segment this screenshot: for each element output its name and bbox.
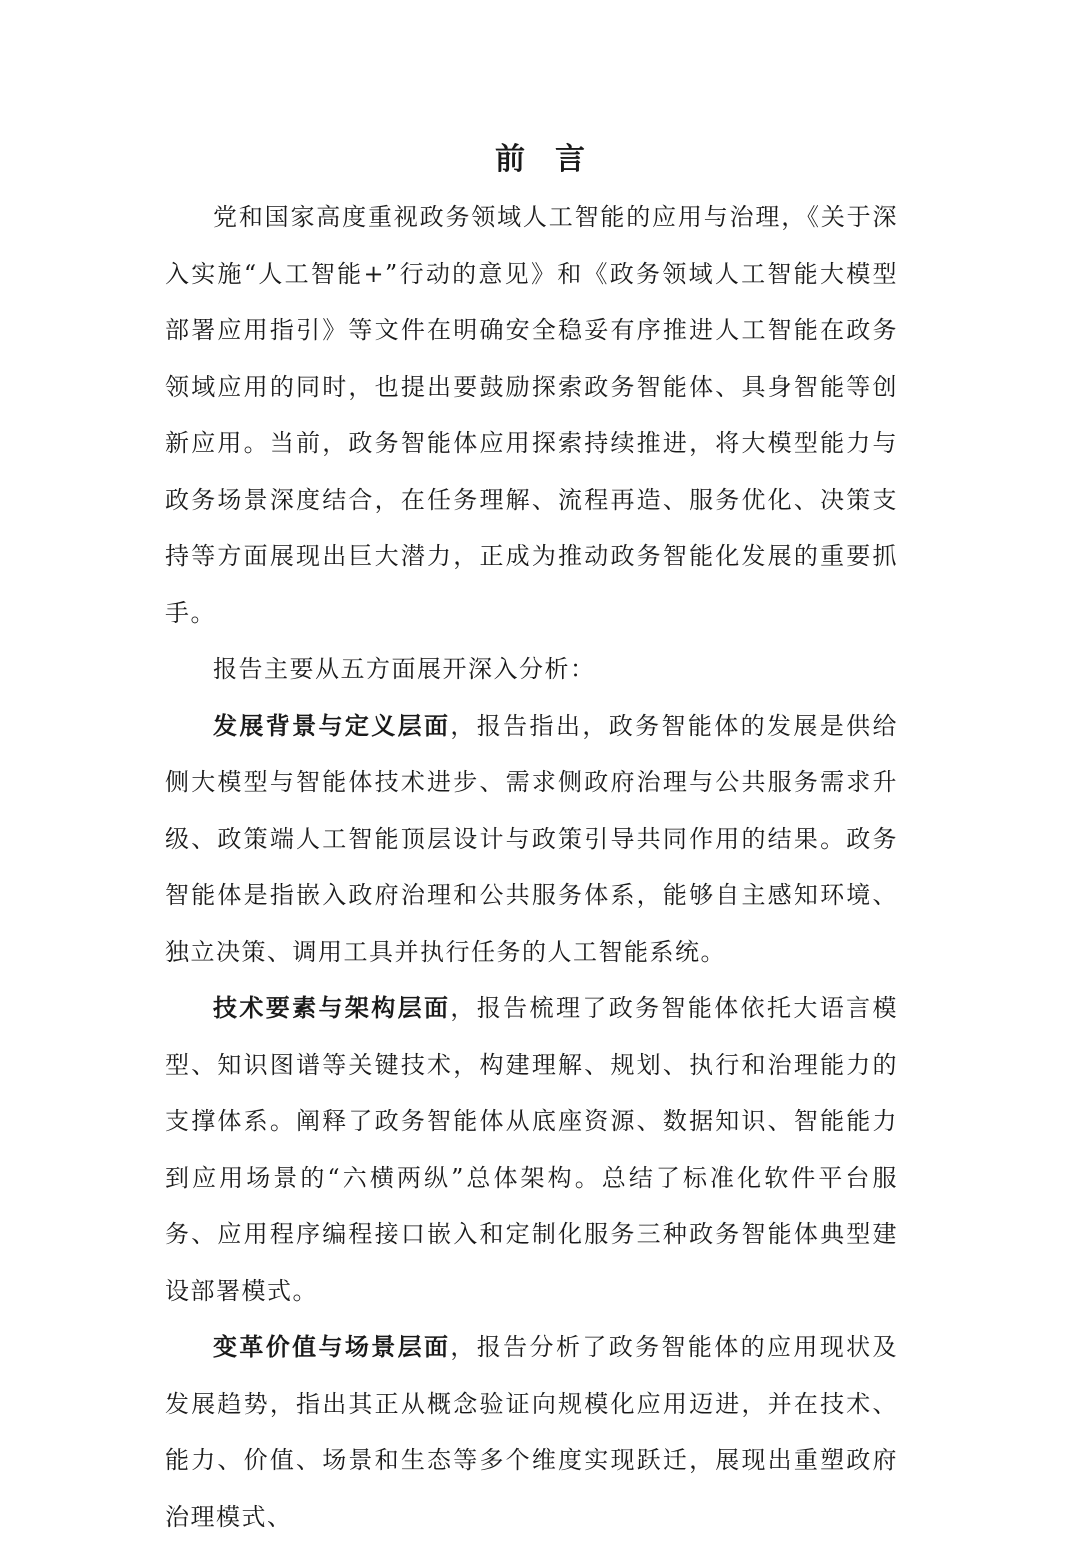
- paragraph-intro: [165, 189, 898, 641]
- paragraph-text: ，报告梳理了政务智能体依托大语言模型、知识图谱等关键技术，构建理解、规划、执行和治理能力的支撑体系。阐释了政务智能体从底座资源、数据知识、智能能力到应用场景的“六横两纵”总体架构。总结了标准化软件平台服务、应用程序编程接口嵌入和定制化服务三种政务智能体典型建设部署模式。: [165, 994, 899, 1305]
- paragraph-technology: [165, 980, 898, 1319]
- paragraph-text: 报告主要从五方面展开深入分析：: [213, 655, 596, 683]
- paragraph-overview: [165, 641, 898, 698]
- paragraph-value: [165, 1319, 898, 1545]
- document-body: [165, 189, 898, 1545]
- paragraph-text: ，报告分析了政务智能体的应用现状及发展趋势，指出其正从概念验证向规模化应用迈进，并在技术、能力、价值、场景和生态等多个维度实现跃迁，展现出重塑政府治理模式、: [165, 1333, 899, 1531]
- paragraph-lead: 发展背景与定义层面: [213, 711, 451, 740]
- paragraph-text: 党和国家高度重视政务领域人工智能的应用与治理，《关于深入实施“人工智能+”行动的意见》和《政务领域人工智能大模型部署应用指引》等文件在明确安全稳妥有序推进人工智能在政务领域应用的同时，也提出要鼓励探索政务智能体、具身智能等创新应用。当前，政务智能体应用探索持续推进，将大模型能力与政务场景深度结合，在任务理解、流程再造、服务优化、决策支持等方面展现出巨大潜力，正成为推动政务智能化发展的重要抓手。: [165, 203, 898, 627]
- paragraph-background: [165, 698, 898, 981]
- paragraph-text: ，报告指出，政务智能体的发展是供给侧大模型与智能体技术进步、需求侧政府治理与公共服务需求升级、政策端人工智能顶层设计与政策引导共同作用的结果。政务智能体是指嵌入政府治理和公共服务体系，能够自主感知环境、独立决策、调用工具并执行任务的人工智能系统。: [165, 711, 899, 966]
- paragraph-lead: 技术要素与架构层面: [213, 994, 451, 1022]
- page-title: 前言: [495, 142, 615, 177]
- paragraph-lead: 变革价值与场景层面: [213, 1333, 451, 1361]
